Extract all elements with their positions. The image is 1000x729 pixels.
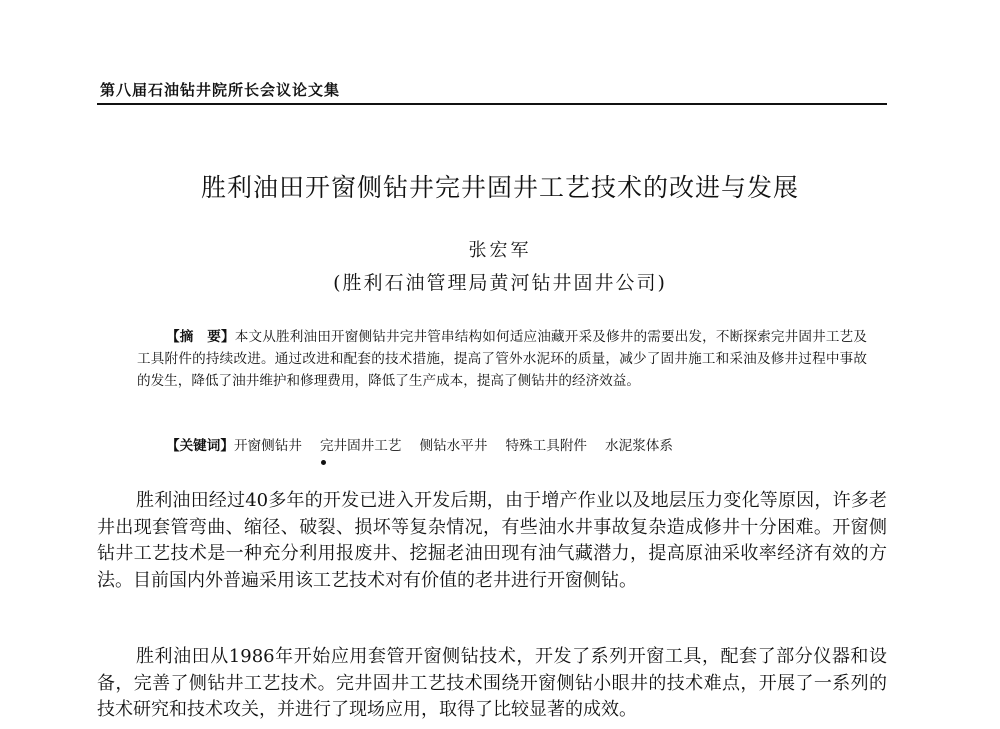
abstract bbox=[137, 327, 867, 392]
keyword-item: 水泥浆体系 bbox=[605, 438, 673, 454]
keyword-item: 完井固井工艺 bbox=[319, 438, 402, 454]
abstract-label: 【摘 要】 bbox=[166, 329, 235, 345]
paper-title: 胜利油田开窗侧钻井完井固井工艺技术的改进与发展 bbox=[200, 173, 799, 202]
keyword-item: 特殊工具附件 bbox=[505, 438, 588, 454]
keyword-item: 侧钻水平井 bbox=[419, 438, 488, 454]
keyword-item: 开窗侧钻井 bbox=[233, 438, 302, 454]
keywords bbox=[166, 435, 691, 457]
author-name: 张宏军 bbox=[468, 240, 532, 261]
body-paragraph: 胜利油田从1986年开始应用套管开窗侧钻技术，开发了系列开窗工具，配套了部分仪器和设备，完善了侧钻井工艺技术。完井固井工艺技术围绕开窗侧钻小眼井的技术难点，开展了一系列的技术研究和技术攻关，并进行了现场应用，取得了比较显著的成效。 bbox=[97, 646, 887, 720]
scan-dot-mark bbox=[321, 460, 326, 465]
keywords-label: 【关键词】 bbox=[166, 438, 234, 454]
abstract-text: 本文从胜利油田开窗侧钻井完井管串结构如何适应油藏开采及修井的需要出发，不断探索完井固井工艺及工具附件的持续改进。通过改进和配套的技术措施，提高了管外水泥环的质量，减少了固井施工和采油及修井过程中事故的发生，降低了油井维护和修理费用，降低了生产成本，提高了侧钻井的经济效益。 bbox=[137, 329, 868, 389]
author-affiliation: (胜利石油管理局黄河钻井固井公司) bbox=[333, 272, 667, 294]
running-header: 第八届石油钻井院所长会议论文集 bbox=[100, 81, 341, 99]
body-paragraph: 胜利油田经过40多年的开发已进入开发后期，由于增产作业以及地层压力变化等原因，许多老井出现套管弯曲、缩径、破裂、损坏等复杂情况，有些油水井事故复杂造成修井十分困难。开窗侧钻井工艺技术是一种充分利用报废井、挖掘老油田现有油气藏潜力，提高原油采收率经济有效的方法。目前国内外普遍采用该工艺技术对有价值的老井进行开窗侧钻。 bbox=[97, 490, 887, 591]
header-rule bbox=[97, 103, 887, 105]
